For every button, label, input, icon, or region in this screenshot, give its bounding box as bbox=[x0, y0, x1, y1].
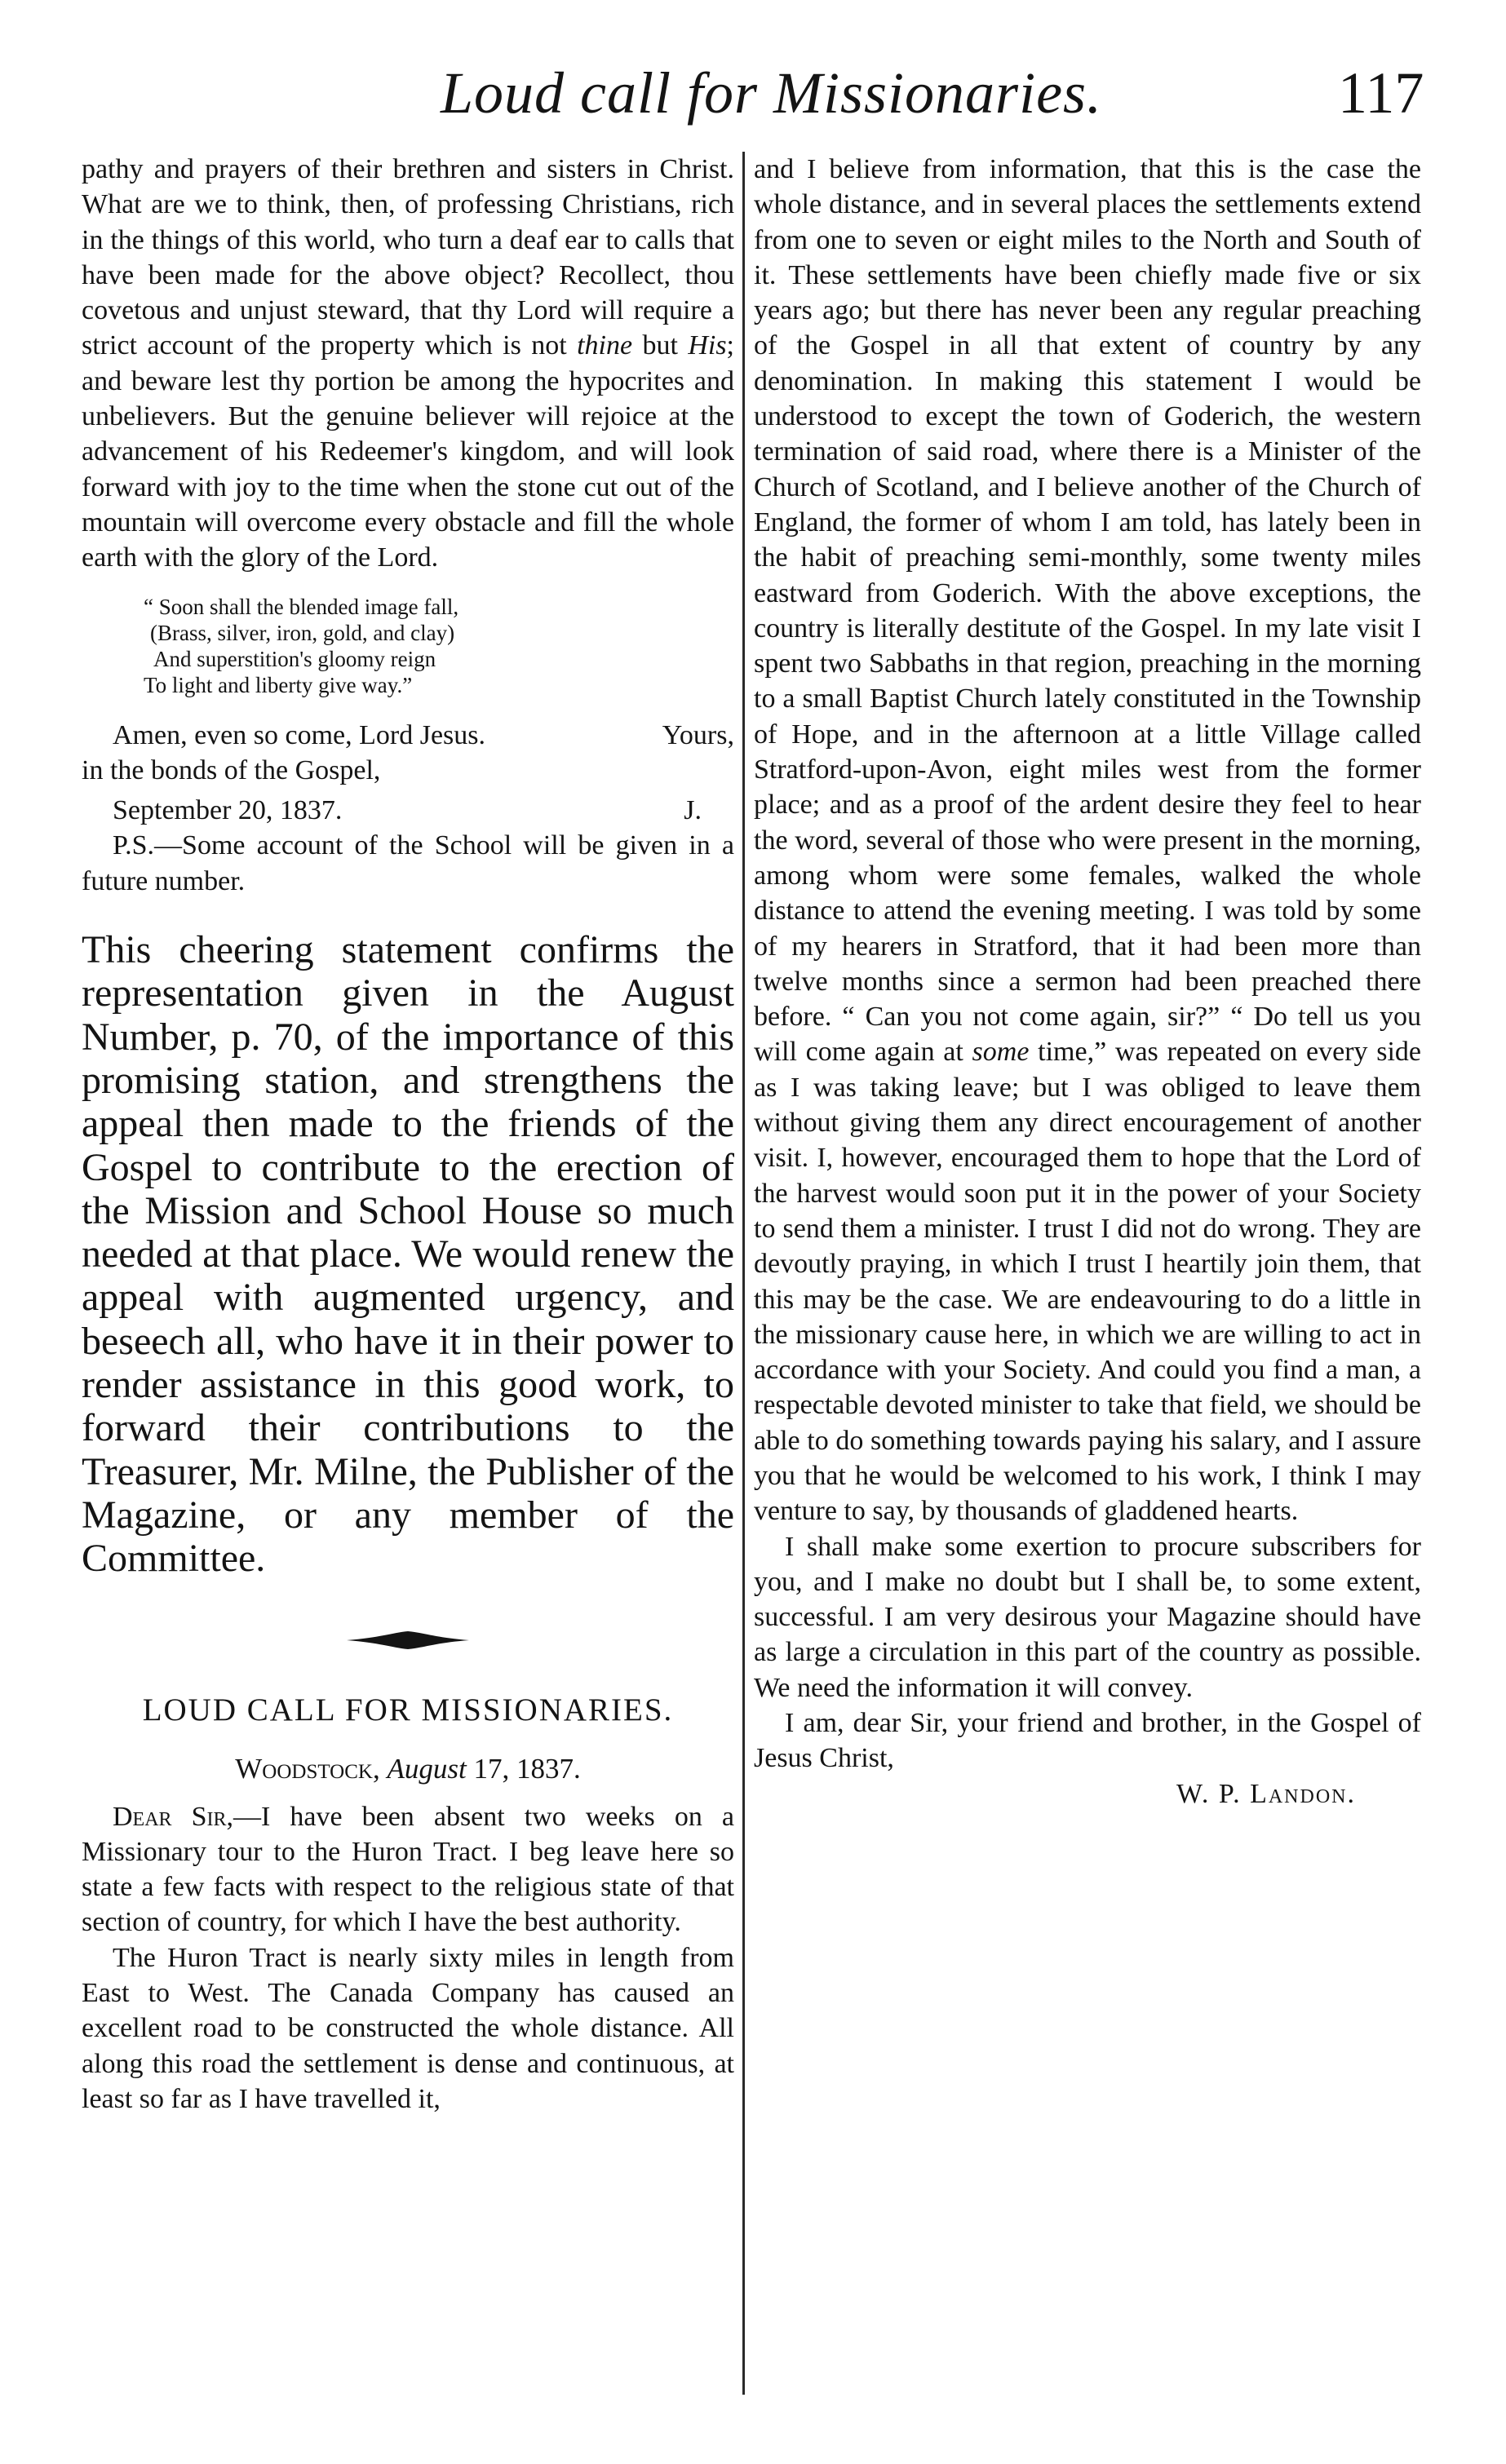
closing-line-2: in the bonds of the Gospel, bbox=[82, 754, 381, 785]
editorial-note bbox=[82, 928, 734, 1580]
running-title: Loud call for Missionaries. bbox=[441, 60, 1103, 126]
poem-line: (Brass, silver, iron, gold, and clay) bbox=[150, 620, 455, 645]
poem-line: “ Soon shall the blended image fall, bbox=[144, 594, 459, 619]
page-number: 117 bbox=[1338, 60, 1424, 126]
editorial-text: This cheering statement confirms the representation given in the August Number, p. 70, of the importance of this promising station, and strengthens the appeal then made to the friends of the Gospel to contribute to the erection of the Mission and School House so much needed at that place. We would renew the appeal with augmented urgency, and beseech all, who have it in their power to render assistance in this good work, to forward their contributions to the Treasurer, Mr. Milne, the Publisher of the Magazine, or any member of the Committee. bbox=[82, 928, 734, 1581]
postscript: P.S.—Some account of the School will be given in a future number. bbox=[82, 830, 734, 896]
running-header bbox=[0, 52, 1506, 142]
article-title: LOUD CALL FOR MISSIONARIES. bbox=[142, 1692, 674, 1727]
paragraph: The Huron Tract is nearly sixty miles in length from East to West. The Canada Company has caused an excellent road to be constructed the whole distance. All along this road the settlement is dense and continuous, at least so far as I have travelled it, bbox=[82, 1942, 734, 2114]
left-column bbox=[82, 152, 734, 2117]
poem-quote bbox=[144, 594, 734, 698]
poem-line: To light and liberty give way.” bbox=[144, 672, 413, 697]
paragraph: I am, dear Sir, your friend and brother, in the Gospel of Jesus Christ, bbox=[754, 1708, 1421, 1774]
paragraph: Dear Sir,—I have been absent two weeks on a Missionary tour to the Huron Tract. I beg leave here so state a few facts with respect to the religious state of that section of country, for which I have the best authority. bbox=[82, 1801, 734, 1938]
right-column bbox=[754, 152, 1421, 1812]
paragraph: and I believe from information, that this is the case the whole distance, and in several places the settlements extend from one to seven or eight miles to the North and South of it. These settlements have been chiefly made five or six years ago; but there has never been any regular preaching of the Gospel in all that extent of country by any denomination. In making this statement I would be understood to except the town of Goderich, the western termination of said road, where there is a Minister of the Church of Scotland, and I believe another of the Church of England, the former of whom I am told, has lately been in the habit of preaching semi-monthly, some twenty miles eastward from Goderich. With the above exceptions, the country is literally destitute of the Gospel. In my late visit I spent two Sabbaths in that region, preaching in the morning to a small Baptist Church lately constituted in the Township of Hope, and in the afternoon at a little Village called Stratford-upon-Avon, eight miles west from the former place; and as a proof of the ardent desire they feel to hear the word, several of those who were present in the morning, among whom were some females, walked the whole distance to attend the evening meeting. I was told by some of my hearers in Stratford, that it had been more than twelve months since a sermon had been preached there before. “ Can you not come again, sir?” “ Do tell us you will come again at some time,” was repeated on every side as I was taking leave; but I was obliged to leave them without giving them any direct encouragement of another visit. I, however, encouraged them to hope that the Lord of the harvest would soon put it in the power of your Society to send them a minister. I trust I did not do wrong. They are devoutly praying, in which I trust I heartily join them, that this may be the case. We are endeavouring to do a little in the missionary cause here, in which we are willing to act in accordance with your Society. And could you find a man, a respectable devoted minister to take that field, we should be able to do something towards paying his salary, and I assure you that he would be welcomed to his work, I think I may venture to say, by thousands of gladdened hearts. bbox=[754, 154, 1422, 1527]
paragraph: pathy and prayers of their brethren and sisters in Christ. What are we to think, then, of professing Christians, rich in the things of this world, who turn a deaf ear to calls that have been made for the above object? Recollect, thou covetous and unjust steward, that thy Lord will require a strict account of the property which is not thine but His; and beware lest thy portion be among the hypocrites and unbelievers. But the genuine believer will rejoice at the advancement of his Redeemer's kingdom, and will look forward with joy to the time when the stone cut out of the mountain will overcome every obstacle and fill the whole earth with the glory of the Lord. bbox=[82, 154, 734, 573]
signature: W. P. Landon. bbox=[1176, 1778, 1356, 1809]
column-rule bbox=[742, 152, 745, 2395]
paragraph: I shall make some exertion to procure subscribers for you, and I make no doubt but I shall be, to some extent, successful. I am very desirous your Magazine should have as large a circulation in this part of the country as possible. We need the information it will convey. bbox=[754, 1531, 1421, 1703]
dateline: Woodstock, August 17, 1837. bbox=[235, 1752, 581, 1785]
closing-line: Amen, even so come, Lord Jesus. Yours, bbox=[113, 719, 734, 750]
letter-date: September 20, 1837. J. bbox=[113, 795, 702, 826]
poem-line: And superstition's gloomy reign bbox=[153, 646, 436, 671]
ornament-rule-icon bbox=[347, 1630, 469, 1651]
